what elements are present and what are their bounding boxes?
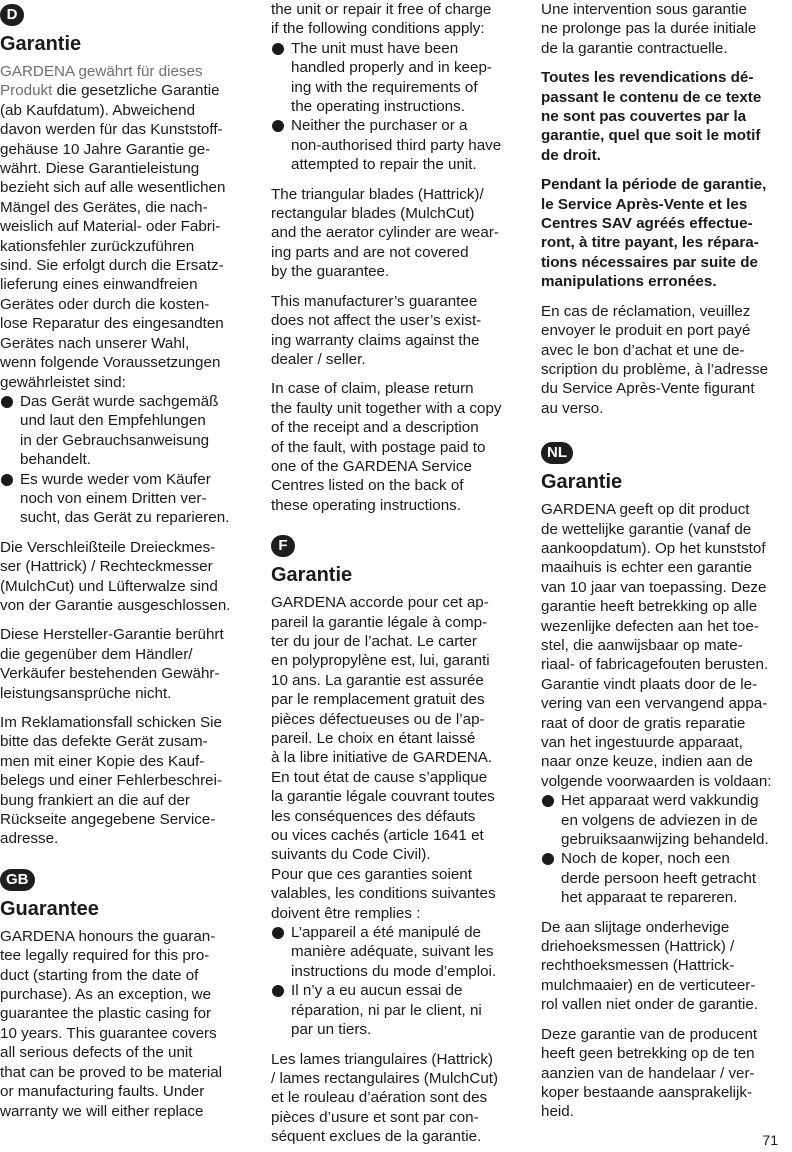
de-paragraph: Die Verschleißteile Dreieckmes- ser (Hattrick) / Rechteckmesser (MulchCut) und Lüfterwalze sind von der Garantie ausgeschlossen. <box>0 538 231 614</box>
de-conditions-list <box>0 392 252 528</box>
bullet-icon <box>272 985 284 997</box>
gb-intro-continued: the unit or repair it free of charge if the following conditions apply: <box>271 1 492 38</box>
bullet-icon <box>1 474 13 486</box>
f-paragraph: Les lames triangulaires (Hattrick) / lames rectangulaires (MulchCut) et le rouleau d’aération sont des pièces d’usure et sont par con- séquent exclues de la garantie. <box>271 1050 499 1146</box>
de-intro-prefix: GARDENA gewährt für dieses Produkt <box>0 63 203 100</box>
list-item: L’appareil a été manipulé de manière adéquate, suivant les instructions du mode d’emploi. <box>271 923 525 981</box>
section-title-gb: Guarantee <box>0 897 99 920</box>
section-title-de: Garantie <box>0 33 82 55</box>
list-item: Het apparaat werd vakkundig en volgens de adviezen in de gebruiksaanwijzing behandeld. <box>541 791 792 849</box>
f-bold-paragraph: Pendant la période de garantie, le Service Après-Vente et les Centres SAV agréés effectue- ront, à titre payant, les répara- tions nécessaires par suite de manipulations erronées. <box>541 176 767 291</box>
bullet-icon <box>542 795 554 807</box>
de-intro <box>0 62 252 392</box>
language-badge-gb: GB <box>0 869 35 891</box>
list-item: Neither the purchaser or a non-authorised third party have attempted to repair the unit. <box>271 116 525 174</box>
column-3 <box>541 0 792 1122</box>
f-bold-paragraph: Toutes les revendications dé- passant le contenu de ce texte ne sont pas couvertes par la garantie, quel que soit le motif de droit. <box>541 69 762 164</box>
gb-paragraph: In case of claim, please return the faulty unit together with a copy of the receipt and a description of the fault, with postage paid to one of the GARDENA Service Centres listed on the back of these operating instructions. <box>271 380 502 514</box>
column-1 <box>0 0 252 1121</box>
list-item: Das Gerät wurde sachgemäß und laut den Empfehlungen in der Gebrauchsanweisung behandelt. <box>0 392 252 470</box>
nl-paragraph: De aan slijtage onderhevige driehoeksmessen (Hattrick) / rechthoeksmessen (Hattrick- mulchmaaier) en de verticuteer- rol vallen niet onder de garantie. <box>541 918 758 1014</box>
gb-conditions-list <box>271 39 525 175</box>
bullet-icon <box>1 396 13 408</box>
gb-paragraph: This manufacturer’s guarantee does not affect the user’s exist- ing warranty claims against the dealer / seller. <box>271 292 482 368</box>
bullet-icon <box>272 43 284 55</box>
language-badge-nl: NL <box>541 442 573 464</box>
language-badge-de: D <box>0 4 24 26</box>
list-item: Il n’y a eu aucun essai de réparation, ni par le client, ni par un tiers. <box>271 981 525 1039</box>
nl-conditions-list <box>541 791 792 907</box>
column-2 <box>271 0 525 1147</box>
list-item: Es wurde weder vom Käufer noch von einem Dritten ver- sucht, das Gerät zu reparieren. <box>0 470 252 528</box>
section-title-nl: Garantie <box>541 471 623 494</box>
language-badge-f: F <box>271 535 295 557</box>
f-intro: GARDENA accorde pour cet ap- pareil la garantie légale à comp- ter du jour de l’achat. Le carter en polypropylène est, lui, garanti 10 ans. La garantie est assurée par le remplacement gratuit des pièces défectueuses ou de l’ap- pareil. Le choix en étant laissé à la libre initiative de GARDENA. En tout état de cause s’applique la garantie légale couvrant toutes les conséquences des défauts ou vices cachés (article 1641 et suivants du Code Civil). Pour que ces garanties soient valables, les conditions suivantes doivent être remplies : <box>271 594 496 922</box>
bullet-icon <box>272 927 284 939</box>
f-continued: Une intervention sous garantie ne prolonge pas la durée initiale de la garantie contractuelle. <box>541 1 757 57</box>
f-paragraph: En cas de réclamation, veuillez envoyer le produit en port payé avec le bon d’achat et une de- scription du problème, à l’adresse du Service Après-Vente figurant au verso. <box>541 302 769 417</box>
bullet-icon <box>272 120 284 132</box>
gb-paragraph: The triangular blades (Hattrick)/ rectangular blades (MulchCut) and the aerator cylinder are wear- ing parts and are not covered by the guarantee. <box>271 185 499 281</box>
bullet-icon <box>542 853 554 865</box>
nl-paragraph: Deze garantie van de producent heeft geen betrekking op de ten aanzien van de handelaar / ver- koper bestaande aansprakelijk- heid. <box>541 1025 758 1121</box>
f-conditions-list <box>271 923 525 1039</box>
nl-intro: GARDENA geeft op dit product de wettelijke garantie (vanaf de aankoopdatum). Op het kunststof maaihuis is echter een garantie van 10 jaar van toepassing. Deze garantie heeft betrekking op alle wezenlijke defecten aan het toe- stel, die aanwijsbaar op mate- riaal- of fabricagefouten berusten. Garantie vindt plaats door de le- vering van een vervangend appa- raat of door de gratis reparatie van het ingestuurde apparaat, naar onze keuze, indien aan de volgende voorwaarden is voldaan: <box>541 501 772 790</box>
page-number: 71 <box>762 1132 778 1148</box>
list-item: Noch de koper, noch een derde persoon heeft getracht het apparaat te repareren. <box>541 849 792 907</box>
list-item: The unit must have been handled properly and in keep- ing with the requirements of the operating instructions. <box>271 39 525 117</box>
gb-intro: GARDENA honours the guaran- tee legally required for this pro- duct (starting from the date of purchase). As an exception, we guarantee the plastic casing for 10 years. This guarantee covers all serious defects of the unit that can be proved to be material or manufacturing faults. Under warranty we will either replace <box>0 927 223 1120</box>
de-paragraph: Im Reklamationsfall schicken Sie bitte das defekte Gerät zusam- men mit einer Kopie des Kauf- belegs und einer Fehlerbeschrei- bung frankiert an die auf der Rückseite angegebene Service- adresse. <box>0 714 223 848</box>
de-intro-rest: die gesetzliche Garantie (ab Kaufdatum). Abweichend davon werden für das Kunststoff- gehäuse 10 Jahre Garantie ge- währt. Diese Garantieleistung bezieht sich auf alle wesentlichen Mängel des Gerätes, die nach- weislich auf Material- oder Fabri- kationsfehler zurückzuführen sind. Sie erfolgt durch die Ersatz- lieferung eines einwandfreien Gerätes oder durch die kosten- lose Reparatur des eingesandten Gerätes nach unserer Wahl, wenn folgende Voraussetzungen gewährleistet sind: <box>0 82 226 391</box>
section-title-f: Garantie <box>271 564 353 587</box>
de-paragraph: Diese Hersteller-Garantie berührt die gegenüber dem Händler/ Verkäufer bestehenden Gewähr- leistungsansprüche nicht. <box>0 626 224 702</box>
